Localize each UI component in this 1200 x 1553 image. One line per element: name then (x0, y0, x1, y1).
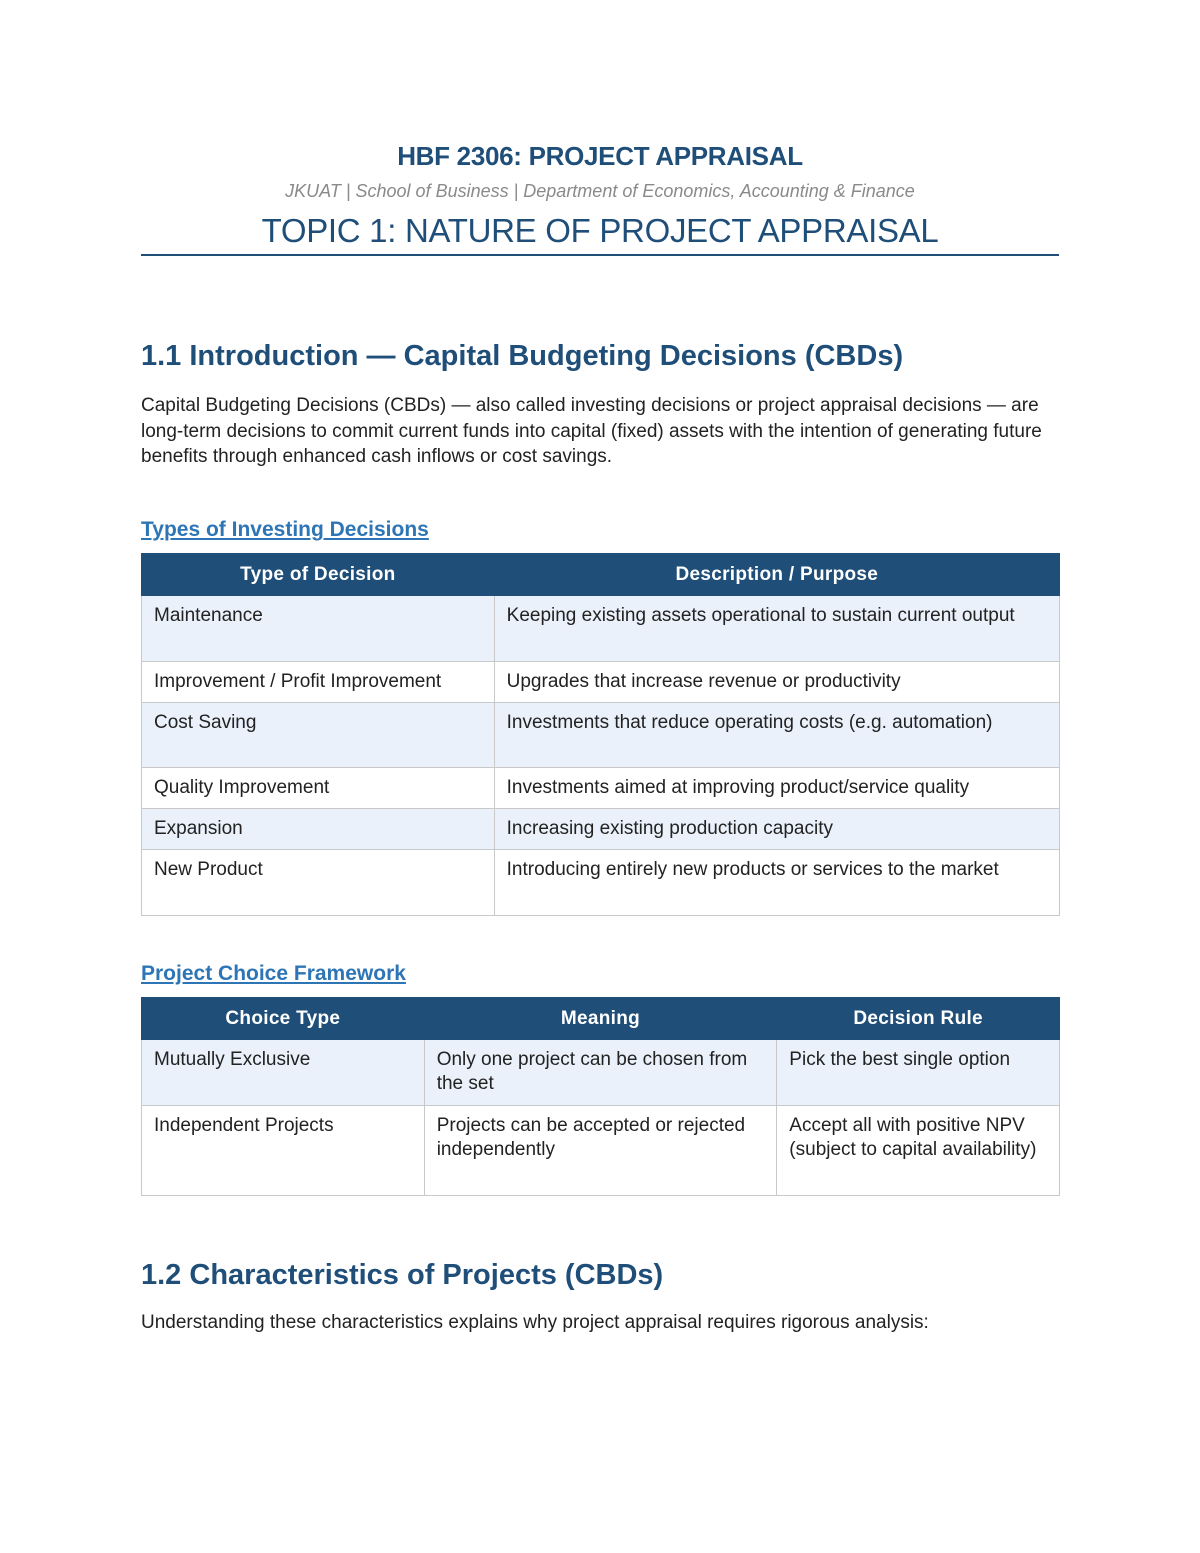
column-header: Type of Decision (142, 554, 495, 596)
table-row (142, 1040, 1060, 1106)
table-row (142, 768, 1060, 809)
investing-types-heading: Types of Investing Decisions (141, 518, 429, 541)
table-cell: Independent Projects (142, 1106, 425, 1196)
intro-paragraph: Capital Budgeting Decisions (CBDs) — also called investing decisions or project appraisal decisions — are long-term decisions to commit current funds into capital (fixed) assets with the intention of generating future benefits through enhanced cash inflows or cost savings. (141, 395, 1042, 467)
column-header: Description / Purpose (494, 554, 1059, 596)
table-row (142, 596, 1060, 662)
table-cell: Investments that reduce operating costs (e.g. automation) (494, 703, 1059, 768)
table-cell: Expansion (142, 809, 495, 850)
table-cell: Quality Improvement (142, 768, 495, 809)
table-cell: Keeping existing assets operational to sustain current output (494, 596, 1059, 662)
table-cell: New Product (142, 850, 495, 916)
characteristics-paragraph: Understanding these characteristics explains why project appraisal requires rigorous analysis: (141, 1312, 929, 1333)
table-cell: Investments aimed at improving product/service quality (494, 768, 1059, 809)
table-row (142, 662, 1060, 703)
table-header-row (142, 998, 1060, 1040)
table-row (142, 703, 1060, 768)
table-cell: Improvement / Profit Improvement (142, 662, 495, 703)
table-cell: Introducing entirely new products or services to the market (494, 850, 1059, 916)
topic-title: TOPIC 1: NATURE OF PROJECT APPRAISAL (141, 212, 1059, 256)
table-cell: Accept all with positive NPV (subject to capital availability) (777, 1106, 1060, 1196)
table-cell: Upgrades that increase revenue or productivity (494, 662, 1059, 703)
project-choice-heading: Project Choice Framework (141, 962, 406, 985)
course-subtitle: JKUAT | School of Business | Department of Economics, Accounting & Finance (285, 181, 915, 201)
course-title: HBF 2306: PROJECT APPRAISAL (397, 141, 803, 171)
table-cell: Only one project can be chosen from the set (424, 1040, 777, 1106)
table-cell: Projects can be accepted or rejected independently (424, 1106, 777, 1196)
table-cell: Increasing existing production capacity (494, 809, 1059, 850)
table-cell: Cost Saving (142, 703, 495, 768)
table-cell: Mutually Exclusive (142, 1040, 425, 1106)
column-header: Decision Rule (777, 998, 1060, 1040)
investing-types-table (141, 553, 1060, 916)
table-cell: Maintenance (142, 596, 495, 662)
table-row (142, 1106, 1060, 1196)
table-row (142, 850, 1060, 916)
section-heading-1-1: 1.1 Introduction — Capital Budgeting Decisions (CBDs) (141, 340, 904, 372)
column-header: Choice Type (142, 998, 425, 1040)
table-row (142, 809, 1060, 850)
project-choice-table (141, 997, 1060, 1196)
section-heading-1-2: 1.2 Characteristics of Projects (CBDs) (141, 1259, 664, 1291)
column-header: Meaning (424, 998, 777, 1040)
table-cell: Pick the best single option (777, 1040, 1060, 1106)
table-header-row (142, 554, 1060, 596)
